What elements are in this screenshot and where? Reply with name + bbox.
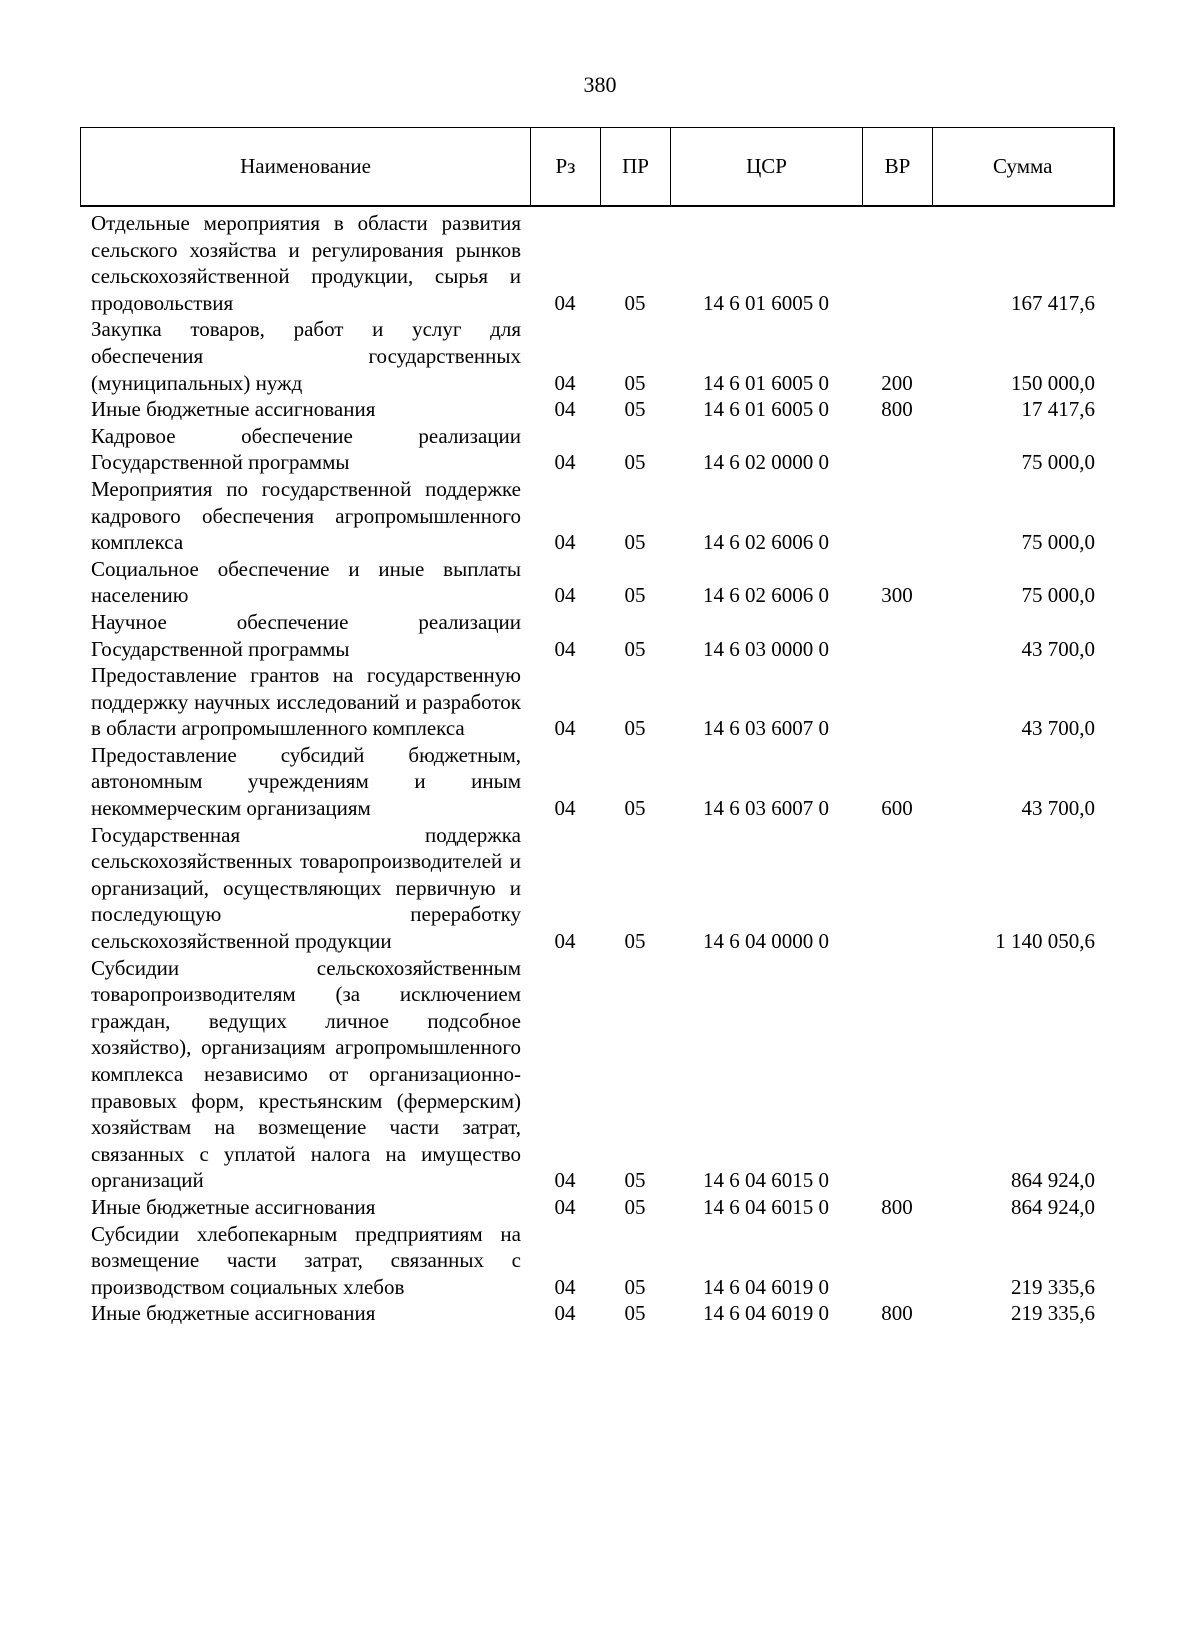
cell-vr (862, 662, 932, 742)
cell-name: Научное обеспечение реализации Государственной программы (91, 609, 521, 661)
cell-rz: 04 (554, 636, 576, 661)
cell-sum: 75 000,0 (1021, 530, 1095, 555)
cell-name: Предоставление субсидий бюджетным, автономным учреждениям и иным некоммерческим организациям (91, 742, 521, 821)
cell-vr: 800 (881, 1301, 913, 1326)
cell-csr: 14 6 03 6007 0 (703, 716, 829, 741)
header-sum: Сумма (933, 128, 1114, 207)
table-row (80, 822, 1113, 955)
cell-rz: 04 (554, 397, 576, 422)
cell-vr (862, 476, 932, 556)
cell-rz: 04 (554, 530, 576, 555)
header-pr: ПР (601, 128, 671, 207)
cell-vr: 600 (881, 796, 913, 821)
cell-pr: 05 (624, 530, 646, 555)
cell-csr: 14 6 04 6015 0 (703, 1168, 829, 1193)
cell-pr: 05 (624, 583, 646, 608)
cell-vr (862, 822, 932, 955)
cell-name: Иные бюджетные ассигнования (91, 1301, 376, 1326)
cell-vr: 200 (881, 370, 913, 395)
cell-sum: 43 700,0 (1021, 636, 1095, 661)
cell-rz: 04 (554, 1168, 576, 1193)
cell-name: Отдельные мероприятия в области развития сельского хозяйства и регулирования рынков сельскохозяйственной продукции, сырья и продовольствия (91, 211, 521, 315)
table-row (80, 1194, 1113, 1221)
cell-sum: 43 700,0 (1021, 716, 1095, 741)
cell-vr: 800 (881, 1194, 913, 1219)
cell-vr (862, 210, 932, 316)
cell-name: Государственная поддержка сельскохозяйственных товаропроизводителей и организаций, осуществляющих первичную и последующую переработку сельскохозяйственной продукции (91, 822, 521, 954)
cell-csr: 14 6 01 6005 0 (703, 290, 829, 315)
cell-csr: 14 6 02 6006 0 (703, 583, 829, 608)
table-row (80, 316, 1113, 396)
cell-pr: 05 (624, 1194, 646, 1219)
cell-pr: 05 (624, 1168, 646, 1193)
cell-name: Субсидии хлебопекарным предприятиям на возмещение части затрат, связанных с производством социальных хлебов (91, 1221, 521, 1299)
cell-csr: 14 6 02 6006 0 (703, 530, 829, 555)
cell-sum: 219 335,6 (1011, 1301, 1095, 1326)
cell-csr: 14 6 03 6007 0 (703, 796, 829, 821)
cell-rz: 04 (554, 370, 576, 395)
page-number: 380 (583, 72, 617, 97)
cell-pr: 05 (624, 450, 646, 475)
cell-sum: 167 417,6 (1011, 290, 1095, 315)
cell-name: Иные бюджетные ассигнования (91, 1194, 376, 1219)
cell-csr: 14 6 01 6005 0 (703, 397, 829, 422)
cell-csr: 14 6 02 0000 0 (703, 450, 829, 475)
cell-pr: 05 (624, 1274, 646, 1299)
table-row (80, 476, 1113, 556)
cell-csr: 14 6 03 0000 0 (703, 636, 829, 661)
cell-name: Кадровое обеспечение реализации Государственной программы (91, 423, 521, 475)
cell-name: Мероприятия по государственной поддержке кадрового обеспечения агропромышленного комплекса (91, 476, 521, 555)
cell-rz: 04 (554, 290, 576, 315)
cell-pr: 05 (624, 796, 646, 821)
cell-name: Закупка товаров, работ и услуг для обеспечения государственных (муниципальных) нужд (91, 317, 521, 395)
cell-pr: 05 (624, 929, 646, 954)
cell-vr (862, 423, 932, 476)
table-row (80, 396, 1113, 423)
cell-sum: 1 140 050,6 (995, 929, 1095, 954)
cell-name: Предоставление грантов на государственную поддержку научных исследований и разработок в области агропромышленного комплекса (91, 663, 521, 741)
cell-rz: 04 (554, 796, 576, 821)
cell-sum: 864 924,0 (1011, 1168, 1095, 1193)
table-row (80, 423, 1113, 476)
cell-vr: 800 (881, 397, 913, 422)
cell-pr: 05 (624, 716, 646, 741)
cell-pr: 05 (624, 1301, 646, 1326)
cell-csr: 14 6 04 6019 0 (703, 1301, 829, 1326)
budget-table (80, 210, 1113, 1327)
cell-vr (862, 1221, 932, 1301)
cell-sum: 150 000,0 (1011, 370, 1095, 395)
cell-rz: 04 (554, 450, 576, 475)
table-row (80, 1300, 1113, 1327)
header-name: Наименование (81, 128, 531, 207)
table-header (80, 127, 1115, 207)
table-row (80, 1221, 1113, 1301)
cell-sum: 75 000,0 (1021, 583, 1095, 608)
cell-name: Социальное обеспечение и иные выплаты населению (91, 556, 521, 608)
table-row (80, 742, 1113, 822)
cell-csr: 14 6 01 6005 0 (703, 370, 829, 395)
cell-rz: 04 (554, 1301, 576, 1326)
cell-sum: 219 335,6 (1011, 1274, 1095, 1299)
header-vr: ВР (863, 128, 933, 207)
cell-vr: 300 (881, 583, 913, 608)
cell-csr: 14 6 04 0000 0 (703, 929, 829, 954)
table-row (80, 955, 1113, 1194)
table-row (80, 210, 1113, 316)
cell-rz: 04 (554, 1274, 576, 1299)
cell-sum: 864 924,0 (1011, 1194, 1095, 1219)
cell-rz: 04 (554, 929, 576, 954)
table-row (80, 609, 1113, 662)
cell-rz: 04 (554, 1194, 576, 1219)
cell-sum: 17 417,6 (1021, 397, 1095, 422)
cell-name: Субсидии сельскохозяйственным товаропроизводителям (за исключением граждан, ведущих личное подсобное хозяйство), организациям агропромышленного комплекса независимо от организационно-правовых форм, крестьянским (фермерским) хозяйствам на возмещение части затрат, связанных с уплатой налога на имущество организаций (91, 955, 521, 1193)
cell-vr (862, 955, 932, 1194)
cell-pr: 05 (624, 370, 646, 395)
header-csr: ЦСР (671, 128, 863, 207)
cell-pr: 05 (624, 290, 646, 315)
cell-pr: 05 (624, 397, 646, 422)
cell-csr: 14 6 04 6019 0 (703, 1274, 829, 1299)
cell-csr: 14 6 04 6015 0 (703, 1194, 829, 1219)
cell-sum: 75 000,0 (1021, 450, 1095, 475)
cell-rz: 04 (554, 583, 576, 608)
table-row (80, 556, 1113, 609)
cell-pr: 05 (624, 636, 646, 661)
header-rz: Рз (531, 128, 601, 207)
cell-sum: 43 700,0 (1021, 796, 1095, 821)
table-row (80, 662, 1113, 742)
cell-name: Иные бюджетные ассигнования (91, 397, 376, 422)
cell-rz: 04 (554, 716, 576, 741)
cell-vr (862, 609, 932, 662)
